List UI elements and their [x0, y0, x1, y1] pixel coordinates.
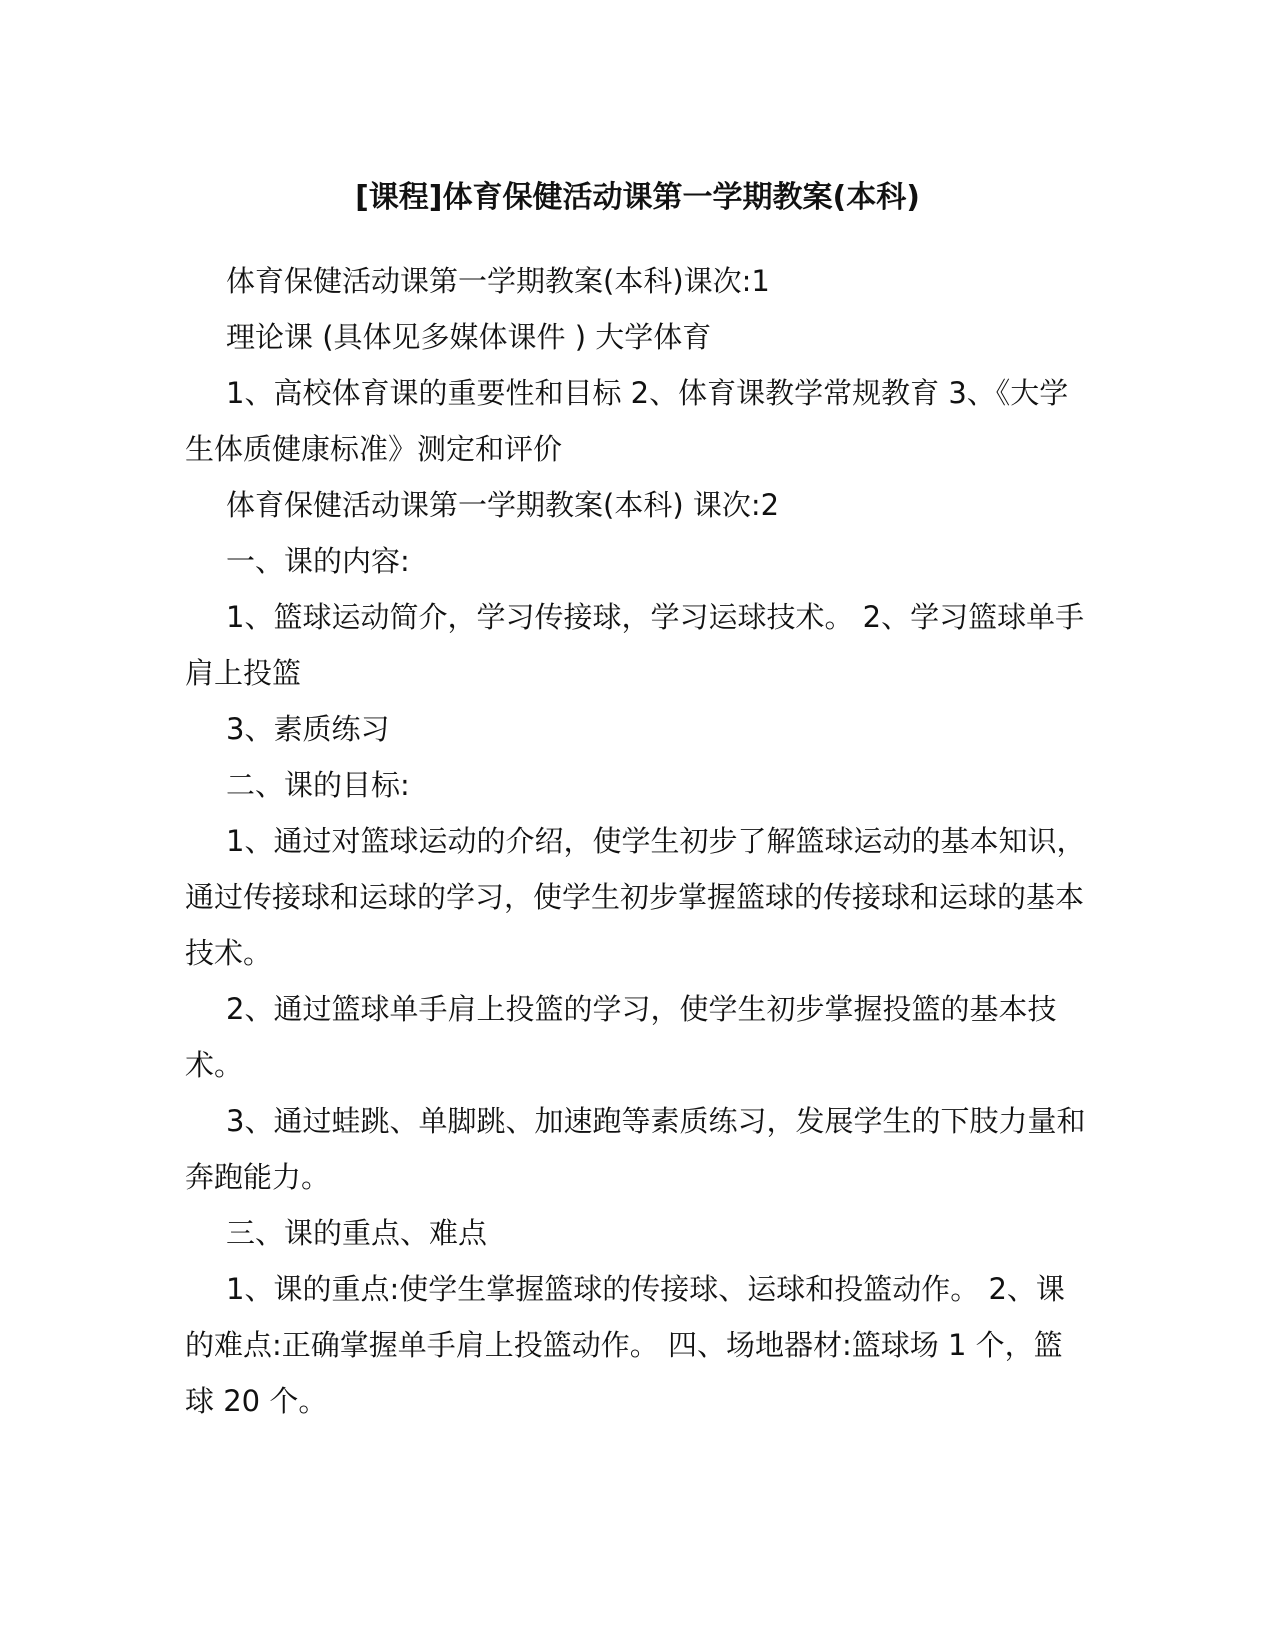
- paragraph-fitness-practice: 3、素质练习: [226, 712, 390, 746]
- document-body: [185, 253, 1090, 1429]
- paragraph-goal-2: 2、通过篮球单手肩上投篮的学习，使学生初步掌握投篮的基本技术。: [185, 992, 1057, 1082]
- paragraph-lesson-2-header: 体育保健活动课第一学期教案(本科) 课次:2: [226, 488, 780, 522]
- heading-key-points: 三、课的重点、难点: [226, 1216, 488, 1250]
- paragraph-theory-course: 理论课 (具体见多媒体课件 ) 大学体育: [226, 320, 712, 354]
- paragraph-key-points: 1、课的重点:使学生掌握篮球的传接球、运球和投篮动作。 2、课的难点:正确掌握单手肩上投篮动作。 四、场地器材:篮球场 1 个，篮球 20 个。: [185, 1272, 1065, 1418]
- document-title: [课程]体育保健活动课第一学期教案(本科): [355, 180, 920, 215]
- paragraph-lesson-1-header: 体育保健活动课第一学期教案(本科)课次:1: [226, 264, 770, 298]
- paragraph-goal-3: 3、通过蛙跳、单脚跳、加速跑等素质练习，发展学生的下肢力量和奔跑能力。: [185, 1104, 1086, 1194]
- paragraph-lesson-1-topics: 1、高校体育课的重要性和目标 2、体育课教学常规教育 3、《大学生体质健康标准》测定和评价: [185, 376, 1069, 466]
- paragraph-content-items: 1、篮球运动简介，学习传接球，学习运球技术。 2、学习篮球单手肩上投篮: [185, 600, 1085, 690]
- heading-course-content: 一、课的内容:: [226, 544, 410, 578]
- heading-course-goals: 二、课的目标:: [226, 768, 410, 802]
- paragraph-goal-1: 1、通过对篮球运动的介绍，使学生初步了解篮球运动的基本知识，通过传接球和运球的学习，使学生初步掌握篮球的传接球和运球的基本技术。: [185, 824, 1086, 970]
